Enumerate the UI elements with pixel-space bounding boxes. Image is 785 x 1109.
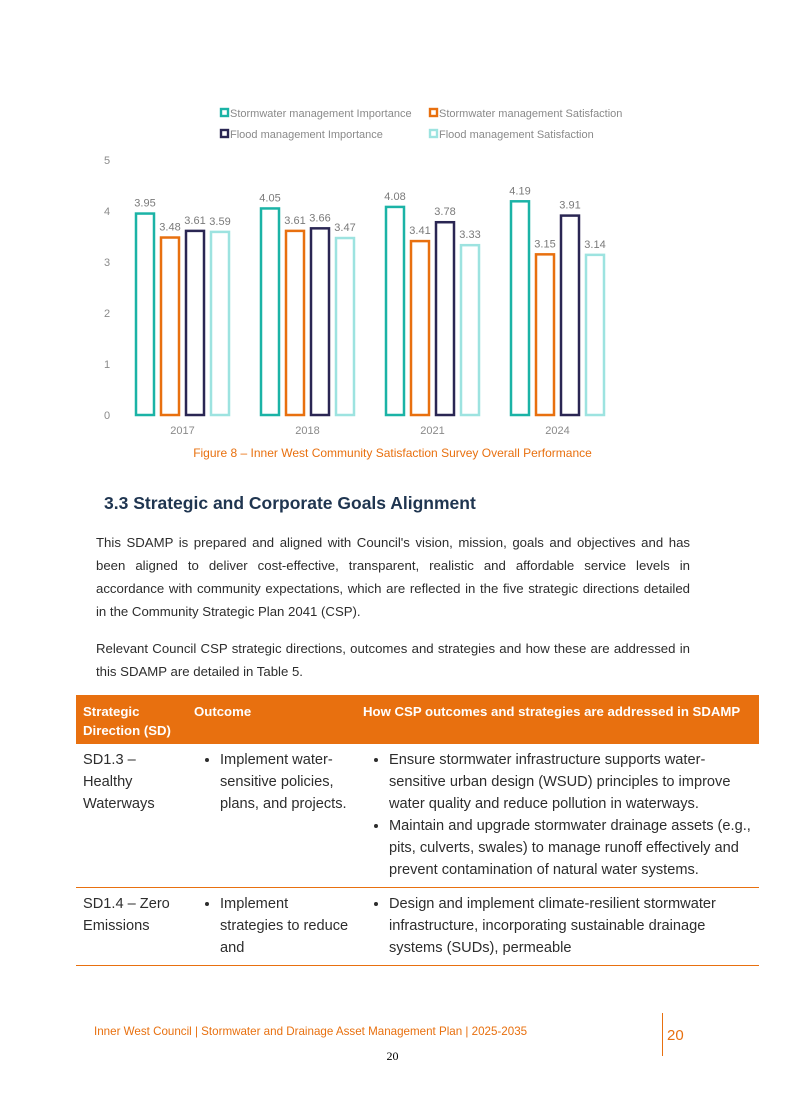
data-label: 3.48: [159, 221, 181, 234]
header-outcome: Outcome: [187, 695, 356, 744]
strategies-cell: [356, 888, 759, 966]
intro-paragraph: This SDAMP is prepared and aligned with Council's vision, mission, goals and objectives and has been aligned to deliver cost-effective, transparent, realistic and affordable service levels in accordance with community expectations, which are reflected in the five strategic directions detailed in the Community Strategic Plan 2041 (CSP).: [96, 535, 690, 619]
data-label: 3.91: [559, 199, 581, 212]
bar: [561, 216, 579, 415]
outcome-cell: [187, 888, 356, 966]
outcome-cell: [187, 744, 356, 888]
bar: [211, 232, 229, 415]
data-label: 3.59: [209, 215, 231, 228]
header-strategic-direction: Strategic Direction (SD): [76, 695, 187, 744]
table-header-row: [76, 695, 759, 744]
strategy-item: • Design and implement climate-resilient stormwater infrastructure, incorporating sustainable drainage systems (SUDs), permeable: [389, 893, 752, 959]
page-number: 20: [667, 1027, 684, 1044]
table-reference-paragraph: Relevant Council CSP strategic directions, outcomes and strategies and how these are addressed in this SDAMP are detailed in Table 5.: [96, 641, 690, 679]
data-label: 3.33: [459, 229, 481, 242]
data-label: 3.78: [434, 206, 456, 219]
x-tick-label: 2018: [295, 425, 320, 437]
strategic-direction-cell: SD1.4 – Zero Emissions: [76, 888, 187, 966]
y-tick-label: 1: [103, 359, 111, 371]
bar: [411, 241, 429, 415]
bar: [136, 214, 154, 415]
y-tick-label: 0: [103, 410, 111, 422]
legend-swatch: [430, 109, 437, 116]
strategy-item: • Ensure stormwater infrastructure supports water-sensitive urban design (WSUD) principles to improve water quality and reduce pollution in waterways.: [389, 749, 752, 815]
footer-text: Inner West Council | Stormwater and Drainage Asset Management Plan | 2025-2035: [94, 1025, 528, 1038]
legend-label: Stormwater management Satisfaction: [439, 108, 623, 120]
y-tick-label: 2: [103, 308, 111, 320]
bar: [311, 228, 329, 415]
strategy-item: • Maintain and upgrade stormwater drainage assets (e.g., pits, culverts, swales) to manage runoff effectively and prevent contamination of natural water systems.: [389, 815, 752, 881]
bar: [586, 255, 604, 415]
bar: [536, 254, 554, 415]
bar: [386, 207, 404, 415]
table-row: [76, 744, 759, 888]
csp-alignment-table: [76, 695, 759, 966]
bar: [286, 231, 304, 415]
x-tick-label: 2017: [170, 425, 195, 437]
legend-label: Stormwater management Importance: [230, 108, 412, 120]
data-label: 4.08: [384, 190, 406, 203]
table-row: [76, 888, 759, 966]
data-label: 3.95: [134, 197, 156, 210]
data-label: 3.41: [409, 225, 431, 238]
performance-chart: [0, 0, 785, 440]
data-label: 3.14: [584, 238, 606, 251]
legend-label: Flood management Satisfaction: [439, 129, 594, 141]
legend-label: Flood management Importance: [230, 129, 383, 141]
data-label: 3.47: [334, 222, 356, 235]
legend-swatch: [221, 109, 228, 116]
figure-caption: Figure 8 – Inner West Community Satisfaction Survey Overall Performance: [193, 446, 592, 460]
legend-swatch: [221, 130, 228, 137]
data-label: 3.61: [184, 214, 206, 227]
bar: [161, 238, 179, 415]
data-label: 4.05: [259, 192, 281, 205]
bar: [511, 201, 529, 415]
data-label: 3.15: [534, 238, 556, 251]
section-heading: 3.3 Strategic and Corporate Goals Alignment: [104, 493, 476, 513]
outcome-item: • Implement strategies to reduce and: [220, 893, 349, 959]
outcome-item: • Implement water-sensitive policies, plans, and projects.: [220, 749, 349, 815]
bar: [436, 222, 454, 415]
legend-swatch: [430, 130, 437, 137]
bar: [186, 231, 204, 415]
x-tick-label: 2021: [420, 425, 445, 437]
strategies-cell: [356, 744, 759, 888]
page-number-bottom: 20: [386, 1049, 399, 1063]
data-label: 3.66: [309, 212, 331, 225]
y-tick-label: 4: [103, 206, 111, 218]
x-tick-label: 2024: [545, 425, 570, 437]
strategic-direction-cell: SD1.3 – Healthy Waterways: [76, 744, 187, 888]
y-tick-label: 5: [103, 155, 111, 167]
bar: [261, 208, 279, 415]
header-how-addressed: How CSP outcomes and strategies are addressed in SDAMP: [356, 695, 759, 744]
data-label: 3.61: [284, 214, 306, 227]
bar: [461, 245, 479, 415]
bar: [336, 238, 354, 415]
data-label: 4.19: [509, 185, 531, 198]
y-tick-label: 3: [103, 257, 111, 269]
